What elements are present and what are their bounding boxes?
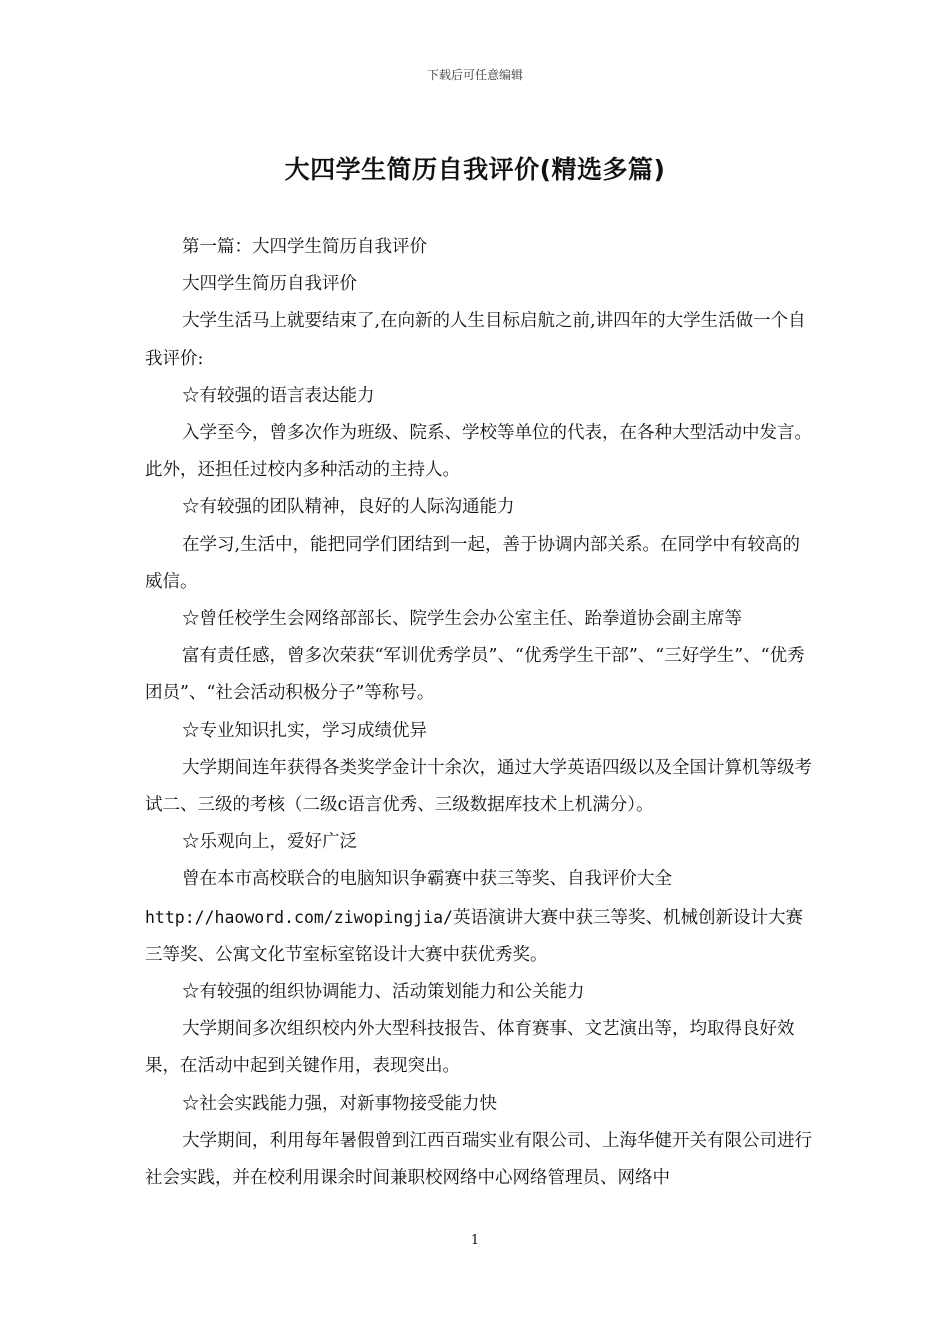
contest-url: http://haoword.com/ziwopingjia/ [145, 907, 453, 927]
point-heading-knowledge: ☆专业知识扎实，学习成绩优异 [182, 720, 427, 741]
point-body-contests [145, 861, 817, 974]
point-heading-organization: ☆有较强的组织协调能力、活动策划能力和公关能力 [182, 982, 585, 1003]
contest-text-1: 曾在本市高校联合的电脑知识争霸赛中获三等奖、自我评价大全 [182, 869, 672, 890]
point-body-team: 在学习,生活中，能把同学们团结到一起，善于协调内部关系。在同学中有较高的威信。 [145, 534, 801, 592]
point-heading-team: ☆有较强的团队精神，良好的人际沟通能力 [182, 497, 515, 518]
point-body-organization: 大学期间多次组织校内外大型科技报告、体育赛事、文艺演出等，均取得良好效果，在活动中起到关键作用，表现突出。 [145, 1019, 795, 1077]
point-body-positions: 富有责任感，曾多次荣获“军训优秀学员”、“优秀学生干部”、“三好学生”、“优秀团员”、“社会活动积极分子”等称号。 [145, 646, 805, 704]
section-heading: 第一篇：大四学生简历自我评价 [182, 237, 427, 257]
intro-paragraph: 大学生活马上就要结束了,在向新的人生目标启航之前,讲四年的大学生活做一个自我评价: [145, 311, 806, 369]
point-heading-hobbies: ☆乐观向上，爱好广泛 [182, 832, 357, 853]
point-body-knowledge: 大学期间连年获得各类奖学金计十余次，通过大学英语四级以及全国计算机等级考试二、三级的考核（二级c语言优秀、三级数据库技术上机满分）。 [145, 757, 812, 816]
page-number: 1 [470, 1233, 480, 1248]
document-title: 大四学生简历自我评价(精选多篇) [284, 155, 666, 184]
subtitle: 大四学生简历自我评价 [182, 274, 357, 295]
document-body [145, 229, 817, 1197]
point-heading-positions: ☆曾任校学生会网络部部长、院学生会办公室主任、跆拳道协会副主席等 [182, 609, 742, 630]
point-heading-language: ☆有较强的语言表达能力 [182, 385, 375, 406]
contest-text-2: 英语演讲大赛中获三等奖、机械创新设计大赛三等奖、公寓文化节室标室铭设计大赛中获优秀奖。 [145, 907, 803, 965]
point-heading-practice: ☆社会实践能力强，对新事物接受能力快 [182, 1093, 497, 1114]
point-body-language: 入学至今，曾多次作为班级、院系、学校等单位的代表，在各种大型活动中发言。此外，还担任过校内多种活动的主持人。 [145, 423, 812, 481]
header-note: 下载后可任意编辑 [426, 68, 523, 82]
point-body-practice: 大学期间，利用每年暑假曾到江西百瑞实业有限公司、上海华健开关有限公司进行社会实践，并在校利用课余时间兼职校网络中心网络管理员、网络中 [145, 1130, 812, 1189]
